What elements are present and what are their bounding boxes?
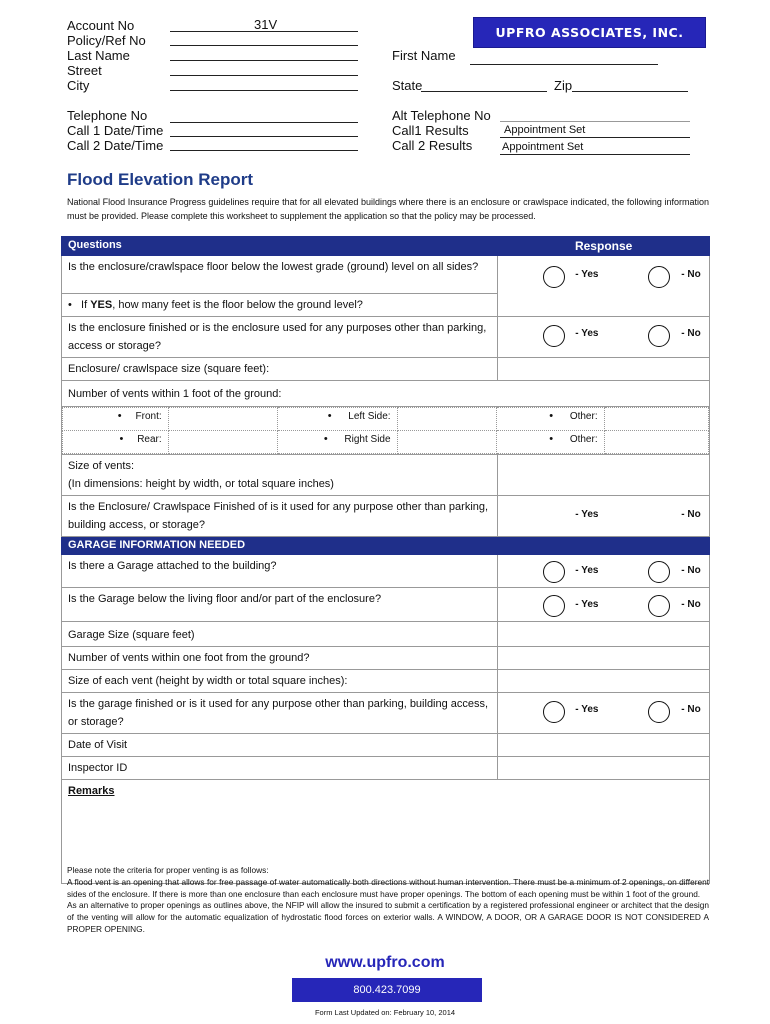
radio-q1-no[interactable] — [648, 266, 670, 288]
front-label: • Front: — [63, 408, 169, 431]
zip-label: Zip — [554, 78, 573, 93]
company-logo: UPFRO ASSOCIATES, INC. — [473, 17, 706, 48]
vents-grid — [62, 407, 709, 454]
call1-date-field[interactable] — [170, 136, 358, 137]
left-side-label: • Left Side: — [277, 408, 397, 431]
label-g1-yes: - Yes — [575, 565, 599, 576]
label-q6-no[interactable]: - No — [681, 509, 701, 520]
right-side-field[interactable] — [397, 431, 496, 454]
call1-date-label: Call 1 Date/Time — [67, 123, 164, 138]
response-q2 — [498, 317, 710, 358]
other2-field[interactable] — [604, 431, 708, 454]
notes-intro: Please note the criteria for proper venting is as follows: — [67, 865, 269, 875]
street-label: Street — [67, 63, 102, 78]
first-name-field[interactable] — [470, 64, 658, 65]
size-of-vents-field[interactable] — [498, 455, 710, 496]
phone-number: 800.423.7099 — [292, 978, 482, 1002]
date-of-visit-field[interactable] — [498, 734, 710, 757]
zip-field[interactable] — [572, 91, 688, 92]
left-side-field[interactable] — [397, 408, 496, 431]
enclosure-size-field[interactable] — [498, 358, 710, 381]
last-name-label: Last Name — [67, 48, 130, 63]
q-enclosure-below-grade: Is the enclosure/crawlspace floor below the lowest grade (ground) level on all sides? — [62, 256, 498, 294]
q-number-of-vents: Number of vents within 1 foot of the ground: — [62, 381, 710, 407]
page-title: Flood Elevation Report — [67, 170, 254, 189]
other1-label: • Other: — [496, 408, 604, 431]
state-label: State — [392, 78, 423, 93]
call2-results-value[interactable]: Appointment Set — [502, 141, 584, 153]
label-q1-yes: - Yes — [575, 269, 599, 280]
radio-g2-no[interactable] — [648, 595, 670, 617]
garage-header: GARAGE INFORMATION NEEDED — [62, 537, 710, 555]
alt-phone-field[interactable] — [500, 121, 690, 122]
radio-g6-no[interactable] — [648, 701, 670, 723]
call2-date-field[interactable] — [170, 150, 358, 151]
q-size-of-vents: Size of vents: (In dimensions: height by width, or total square inches) — [62, 455, 498, 496]
website-link[interactable]: www.upfro.com — [325, 954, 445, 971]
label-g1-no: - No — [681, 565, 701, 576]
garage-vents-field[interactable] — [498, 647, 710, 670]
q-garage-finished: Is the garage finished or is it used for any purpose other than parking, building access, or storage? — [62, 693, 498, 734]
intro-paragraph: National Flood Insurance Progress guidelines require that for all elevated buildings where there is an enclosure or crawlspace indicated, the following information must be provided. Please complete this worksheet to supplement the application so that the policy may be processed. — [67, 197, 709, 221]
inspector-id-label: Inspector ID — [62, 757, 498, 780]
other1-field[interactable] — [604, 408, 708, 431]
rear-label: • Rear: — [63, 431, 169, 454]
response-header: Response — [498, 237, 710, 256]
account-no-value[interactable]: 31V — [254, 17, 278, 32]
first-name-label: First Name — [392, 48, 456, 63]
label-q2-no: - No — [681, 328, 701, 339]
radio-q2-no[interactable] — [648, 325, 670, 347]
form-updated-date: Form Last Updated on: February 10, 2014 — [314, 1008, 456, 1017]
q-garage-vent-size: Size of each vent (height by width or total square inches): — [62, 670, 498, 693]
remarks-label: Remarks — [68, 785, 115, 797]
last-name-field[interactable] — [170, 60, 358, 61]
garage-vent-size-field[interactable] — [498, 670, 710, 693]
label-g2-yes: - Yes — [575, 599, 599, 610]
q-enclosure-purpose: Is the Enclosure/ Crawlspace Finished of is it used for any purpose other than parking, building access, or storage? — [62, 496, 498, 537]
date-of-visit-label: Date of Visit — [62, 734, 498, 757]
response-g1 — [498, 555, 710, 588]
state-field[interactable] — [421, 91, 547, 92]
policy-field[interactable] — [170, 45, 358, 46]
policy-label: Policy/Ref No — [67, 33, 146, 48]
telephone-label: Telephone No — [67, 108, 148, 123]
account-no-label: Account No — [67, 18, 135, 33]
response-g6 — [498, 693, 710, 734]
notes-paragraph-1: A flood vent is an opening that allows for free passage of water automatically both directions without human intervention. There must be a minimum of 2 openings, on different sides of the enclosure. If there is more than one enclosure than each enclosure must have proper openings. The bottom of each opening must be within 1 foot of the ground. — [67, 876, 709, 899]
radio-g1-no[interactable] — [648, 561, 670, 583]
inspector-id-field[interactable] — [498, 757, 710, 780]
radio-q1-yes[interactable] — [543, 266, 565, 288]
questions-header: Questions — [62, 237, 498, 256]
right-side-label: • Right Side — [277, 431, 397, 454]
label-q2-yes: - Yes — [575, 328, 599, 339]
response-g2 — [498, 588, 710, 622]
call1-results-value[interactable]: Appointment Set — [504, 124, 586, 136]
call2-results-line — [500, 154, 690, 155]
q-garage-below-floor: Is the Garage below the living floor and/or part of the enclosure? — [62, 588, 498, 622]
call2-date-label: Call 2 Date/Time — [67, 138, 164, 153]
q-garage-vents: Number of vents within one foot from the ground? — [62, 647, 498, 670]
label-g6-yes: - Yes — [575, 704, 599, 715]
alt-phone-label: Alt Telephone No — [392, 108, 491, 123]
q-enclosure-finished: Is the enclosure finished or is the enclosure used for any purposes other than parking, access or storage? — [62, 317, 498, 358]
garage-size-field[interactable] — [498, 622, 710, 647]
front-field[interactable] — [168, 408, 277, 431]
city-field[interactable] — [170, 90, 358, 91]
call1-results-line — [500, 137, 690, 138]
city-label: City — [67, 78, 90, 93]
call2-results-label: Call 2 Results — [392, 138, 473, 153]
label-g6-no: - No — [681, 704, 701, 715]
label-q1-no: - No — [681, 269, 701, 280]
response-q1 — [498, 256, 710, 317]
rear-field[interactable] — [168, 431, 277, 454]
q-garage-attached: Is there a Garage attached to the building? — [62, 555, 498, 588]
radio-g1-yes[interactable] — [543, 561, 565, 583]
questions-table — [61, 236, 710, 884]
q-feet-below-ground: • If YES, how many feet is the floor below the ground level? — [62, 294, 498, 317]
q-garage-size: Garage Size (square feet) — [62, 622, 498, 647]
radio-g2-yes[interactable] — [543, 595, 565, 617]
call1-results-label: Call1 Results — [392, 123, 469, 138]
label-q6-yes[interactable]: - Yes — [575, 509, 599, 520]
radio-g6-yes[interactable] — [543, 701, 565, 723]
q-enclosure-size: Enclosure/ crawlspace size (square feet): — [62, 358, 498, 381]
response-q6 — [498, 496, 710, 537]
radio-q2-yes[interactable] — [543, 325, 565, 347]
account-no-line — [170, 31, 358, 32]
notes-paragraph-2: As an alternative to proper openings as outlines above, the NFIP will allow the insured to submit a certification by a registered professional engineer or architect that the design of the venting will allow for the automatic equalization of hydrostatic flood forces on exterior walls. A WINDOW, A DOOR, OR A GARAGE DOOR IS NOT CONSIDERED A PROPER OPENING. — [67, 900, 709, 934]
venting-criteria-notes — [67, 865, 709, 936]
telephone-field[interactable] — [170, 122, 358, 123]
other2-label: • Other: — [496, 431, 604, 454]
label-g2-no: - No — [681, 599, 701, 610]
street-field[interactable] — [170, 75, 358, 76]
